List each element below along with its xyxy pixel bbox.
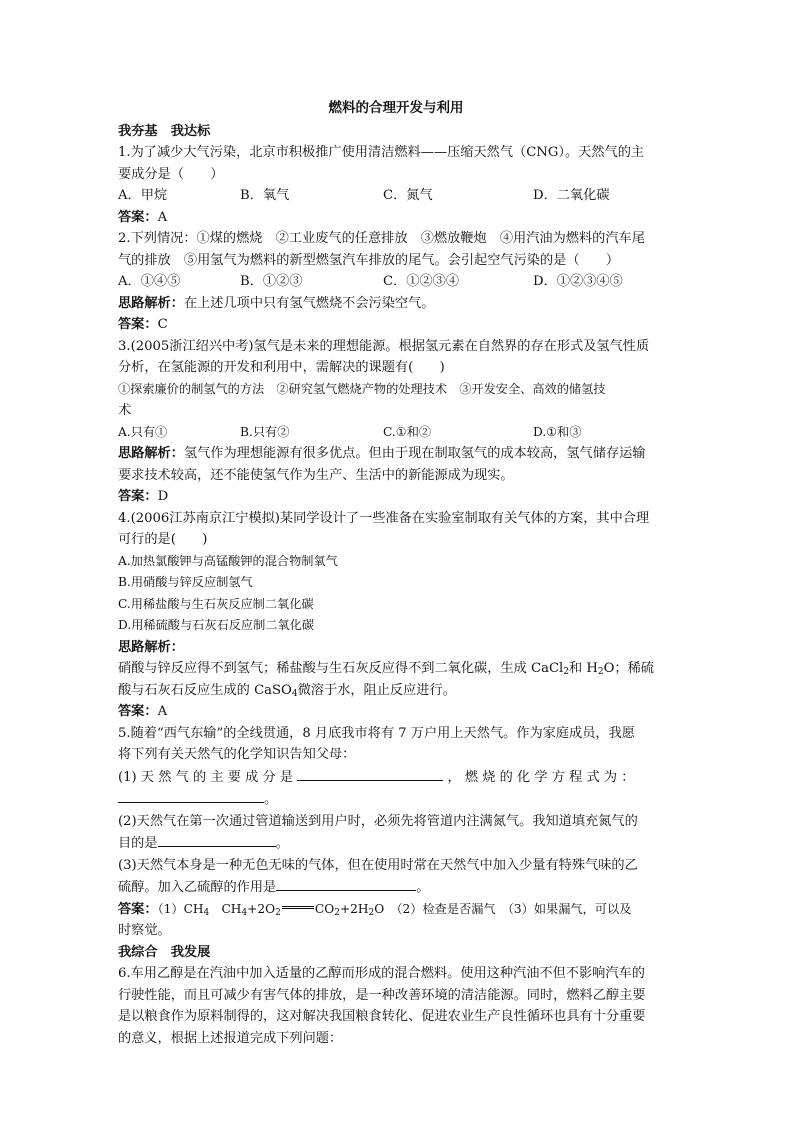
option-d: D.①和③ — [533, 424, 582, 439]
question-5-part-1-cont: 。 — [118, 788, 674, 811]
question-5-part-3-cont: 硫醇。加入乙硫醇的作用是 。 — [118, 876, 674, 899]
section-heading-basic: 我夯基 我达标 — [118, 123, 211, 139]
option-b: B．①②③ — [240, 274, 303, 289]
question-3-line-3: ①探索廉价的制氢气的方法 ②研究氢气燃烧产物的处理技术 ③开发安全、高效的储氢技 — [118, 381, 606, 396]
question-3-line-1: 3.(2005浙江绍兴中考)氢气是未来的理想能源。根据氢元素在自然界的存在形式及氢气性质 — [118, 338, 650, 354]
answer-value: A — [157, 209, 168, 225]
question-5-part-3: (3)天然气本身是一种无色无味的气体，但在使用时常在天然气中加入少量有特殊气味的乙 — [118, 857, 638, 873]
answer-value: C — [157, 317, 168, 332]
fill-blank — [158, 832, 276, 847]
question-5-part-2: (2)天然气在第一次通过管道输送到用户时，必须先将管道内注满氮气。我知道填充氮气的 — [118, 813, 638, 829]
option-a: A．甲烷 — [118, 188, 168, 203]
analysis-text: 硝酸与锌反应得不到氢气；稀盐酸与生石灰反应得不到二氧化碳，生成 CaCl$_2$和 $H_2O$；稀硫 — [118, 661, 654, 677]
fill-blank — [276, 876, 416, 891]
answer-label: 答案： — [118, 704, 158, 719]
option-c: C．氮气 — [383, 188, 433, 203]
question-1-line-2: 要成分是（ ） — [118, 166, 224, 182]
question-3-line-4: 术 — [118, 403, 132, 418]
option-c: C.用稀盐酸与生石灰反应制二氧化碳 — [118, 596, 314, 611]
analysis-label: 思路解析： — [118, 295, 184, 311]
question-5-answer: 答案：$(1)CH_4$ $CH_4+2O_2$ $CO_2+2H_2O$ （2）检查是否漏气 （3）如果漏气，可以及 — [118, 901, 632, 918]
answer-label: 答案： — [118, 489, 158, 504]
section-heading-advanced: 我综合 我发展 — [118, 944, 211, 960]
option-c: C.①和② — [383, 424, 432, 439]
question-2-line-1: 2.下列情况：①煤的燃烧 ②工业废气的任意排放 ③燃放鞭炮 ④用汽油为燃料的汽车尾 — [118, 231, 645, 246]
analysis-label: 思路解析： — [118, 446, 184, 461]
option-b: B.只有② — [240, 424, 290, 439]
question-1-options — [118, 185, 674, 207]
question-1-line-1: 1.为了减少大气污染，北京市积极推广使用清洁燃料——压缩天然气（CNG）。天然气的主 — [118, 145, 645, 160]
question-6-line-2: 行驶性能，而且可减少有害气体的排放，是一种改善环境的清洁能源。同时，燃料乙醇主要 — [118, 987, 646, 1003]
answer-label: 答案： — [118, 317, 158, 332]
answer-value: D — [157, 489, 169, 504]
analysis-text: 在上述几项中只有氢气燃烧不会污染空气。 — [183, 295, 435, 311]
analysis-text-cont: 酸与石灰石反应生成的 CaSO$_4$微溶于水，阻止反应进行。 — [118, 682, 456, 699]
analysis-text: 氢气作为理想能源有很多优点。但由于现在制取氢气的成本较高，氢气储存运输 — [183, 446, 646, 461]
analysis-text-cont: 要求技术较高，还不能使氢气作为生产、生活中的新能源成为现实。 — [118, 467, 514, 483]
option-d: D．二氧化碳 — [533, 188, 610, 203]
question-6-line-1: 6.车用乙醇是在汽油中加入适量的乙醇而形成的混合燃料。使用这种汽油不但不影响汽车的 — [118, 966, 645, 981]
question-3-line-2: 分析，在氢能源的开发和利用中，需解决的课题有( ) — [118, 360, 445, 375]
question-2-line-2: 气的排放 ⑤用氢气为燃料的新型燃氢汽车排放的尾气。会引起空气污染的是（ ） — [118, 252, 620, 268]
option-b: B．氧气 — [240, 188, 290, 203]
document-page — [118, 98, 674, 1049]
question-4-line-2: 可行的是( ) — [118, 532, 208, 547]
fill-blank — [118, 788, 264, 803]
option-a: A.只有① — [118, 424, 168, 439]
analysis-label: 思路解析： — [118, 639, 184, 655]
fill-blank — [297, 766, 443, 781]
option-d: D.用稀硫酸与石灰石反应制二氧化碳 — [118, 618, 315, 632]
equals-sign — [282, 906, 314, 909]
answer-label: 答案： — [118, 209, 158, 225]
question-5-part-2-cont: 目的是 。 — [118, 832, 674, 855]
question-5-line-2: 将下列有关天然气的化学知识告知父母： — [118, 747, 356, 762]
option-a: A.加热氯酸钾与高锰酸钾的混合物制氧气 — [118, 553, 338, 568]
answer-value: A — [157, 704, 168, 719]
question-3-options — [118, 422, 674, 444]
option-b: B.用硝酸与锌反应制氢气 — [118, 575, 253, 589]
question-6-line-3: 是以粮食作为原料制得的，这对解决我国粮食转化、促进农业生产良性循环也具有十分重要 — [118, 1009, 646, 1024]
question-4-line-1: 4.(2006江苏南京江宁模拟)某同学设计了一些准备在实验室制取有关气体的方案，其中合理 — [118, 510, 650, 526]
question-5-part-1: (1) 天 然 气 的 主 要 成 分 是 ， 燃 烧 的 化 学 方 程 式 为 ： — [118, 766, 674, 789]
option-d: D．①②③④⑤ — [533, 274, 623, 289]
question-5-answer-cont: 时察觉。 — [118, 923, 171, 938]
question-5-line-1: 5.随着“西气东输”的全线贯通，8 月底我市将有 7 万户用上天然气。作为家庭成员，我愿 — [118, 725, 635, 741]
question-6-line-4: 的意义，根据上述报道完成下列问题： — [118, 1030, 343, 1046]
document-title: 燃料的合理开发与利用 — [328, 100, 464, 116]
option-c: C．①②③④ — [383, 274, 460, 289]
answer-label: 答案： — [118, 901, 158, 917]
question-2-options — [118, 271, 674, 293]
option-a: A．①④⑤ — [118, 274, 181, 289]
